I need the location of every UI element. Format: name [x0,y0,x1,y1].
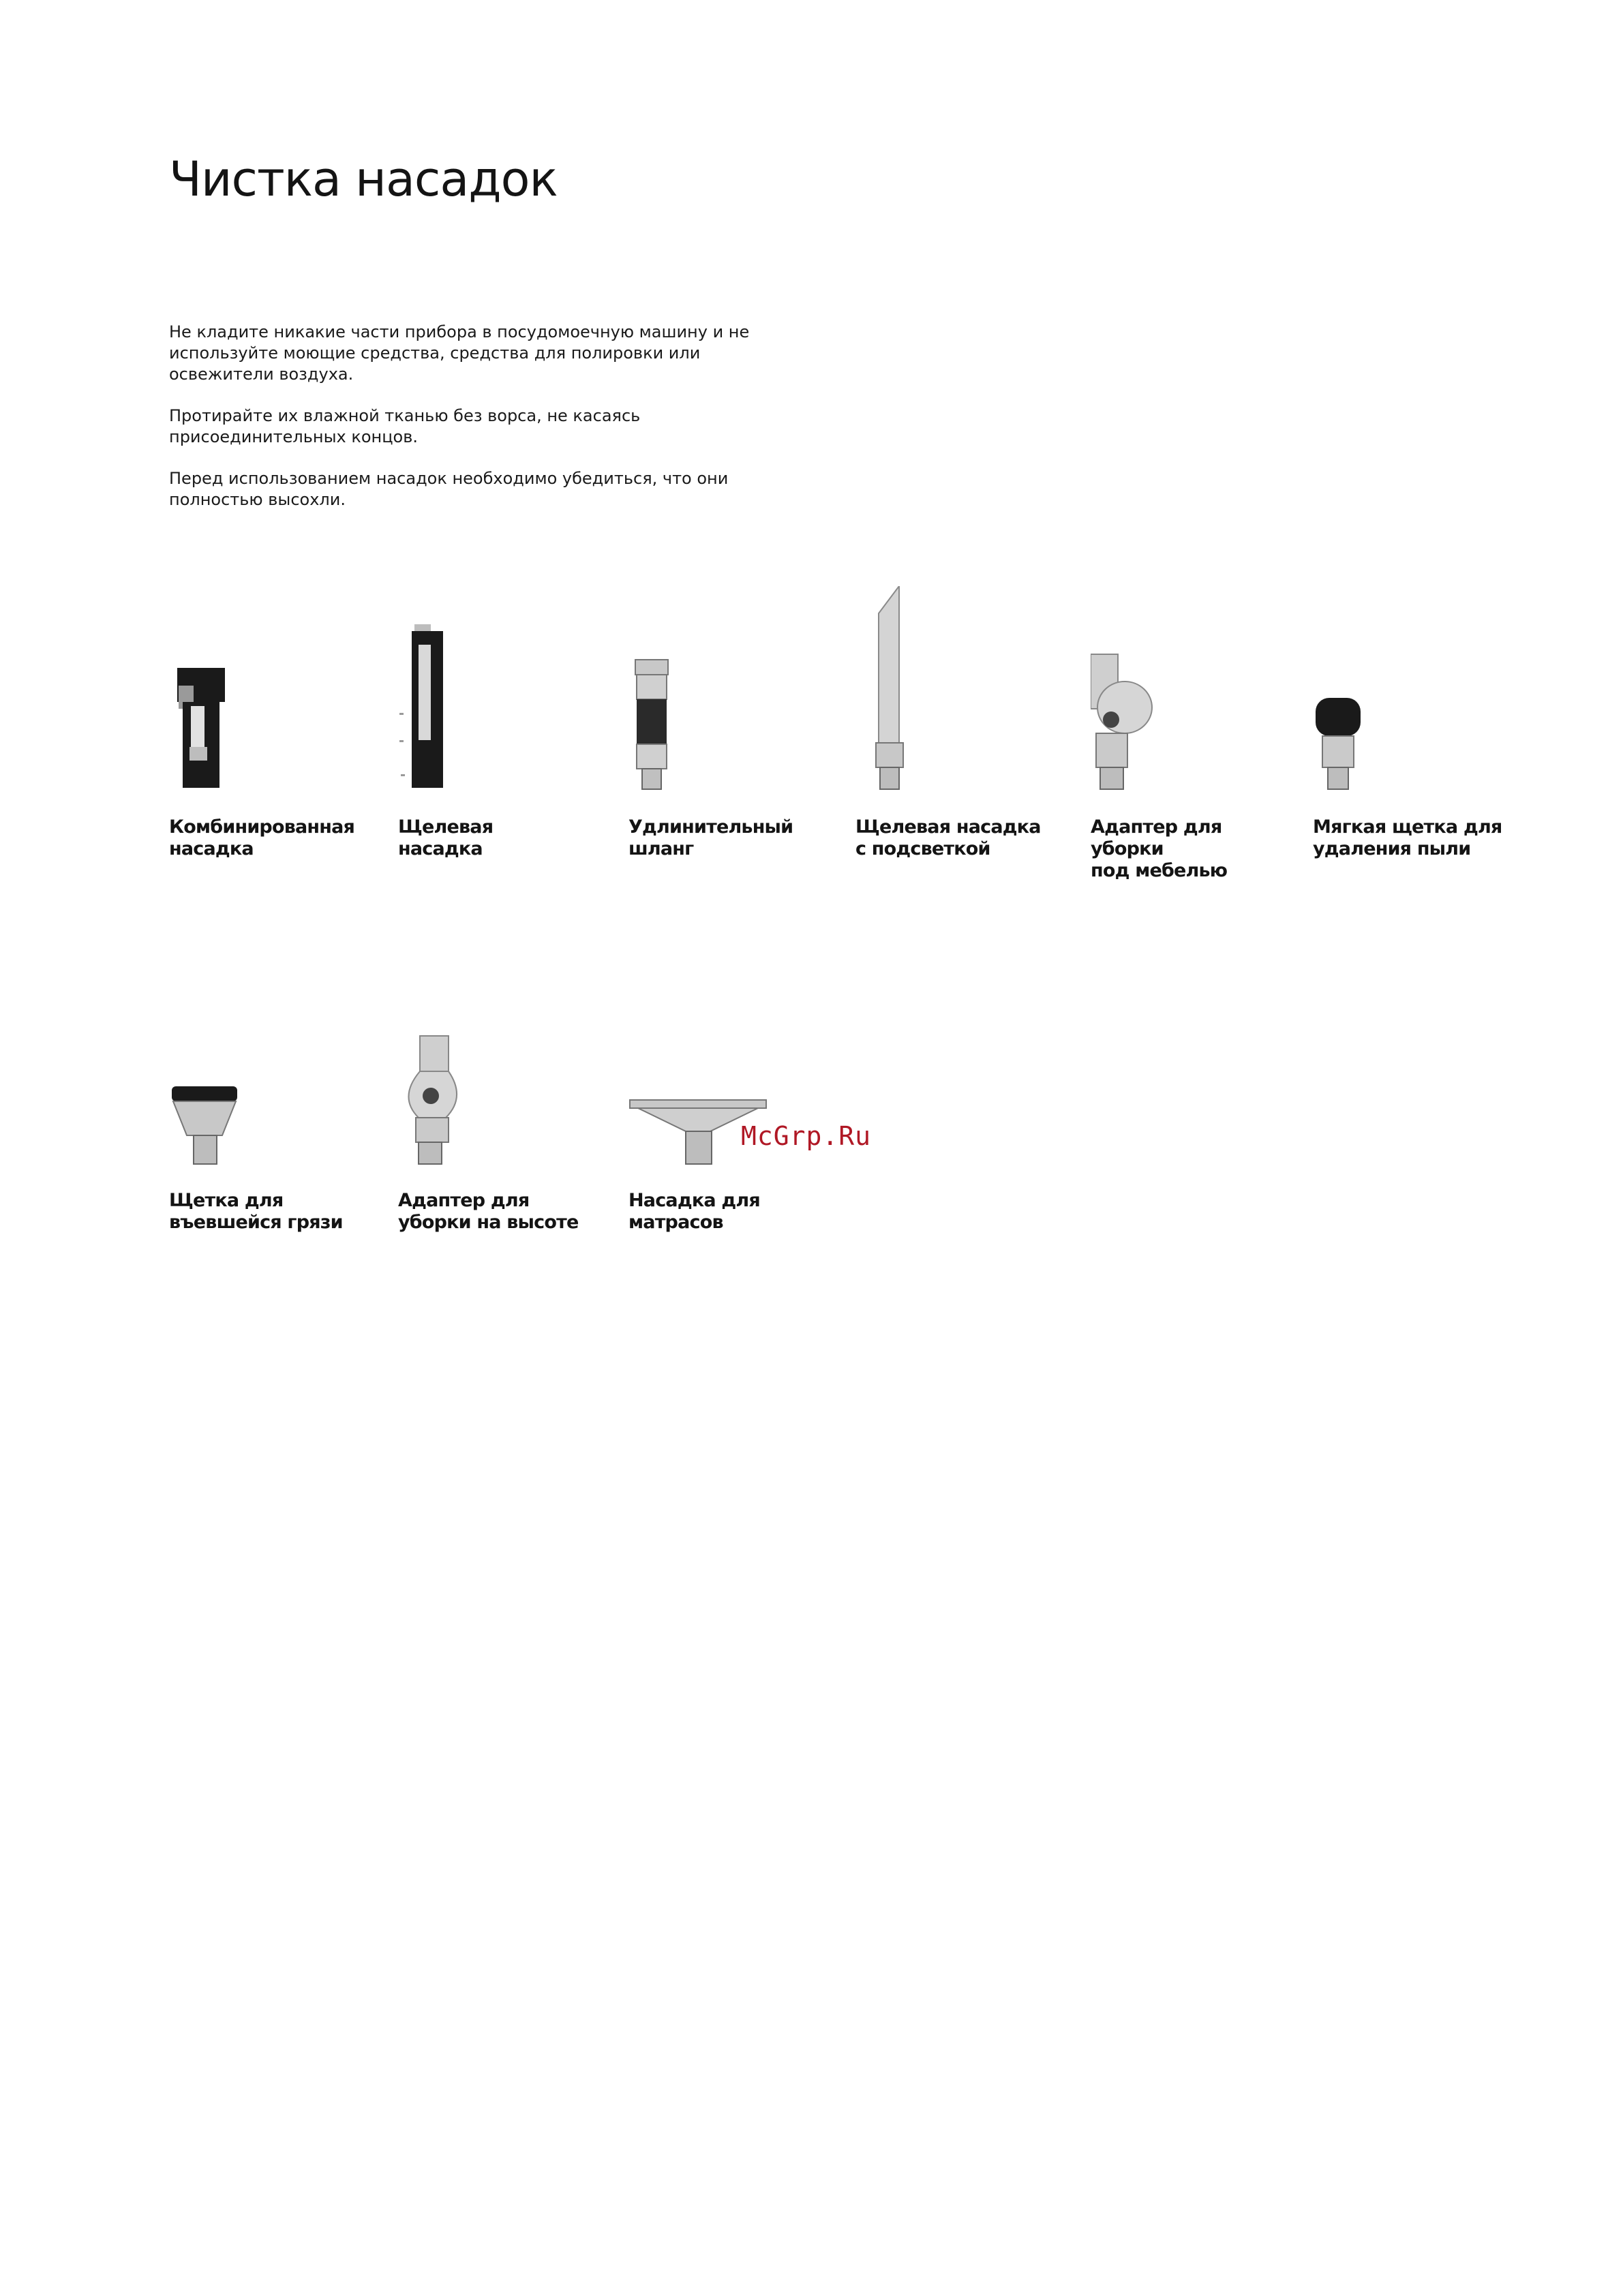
accessory-label: Щетка для въевшейся грязи [169,1190,343,1233]
accessory-soft-dusting-brush [1313,586,1517,872]
instruction-paragraph: Протирайте их влажной тканью без ворса, не касаясь присоединительных концов. [169,406,641,446]
lit-crevice-tool-icon [855,586,924,797]
accessory-label: Адаптер для уборки на высоте [398,1190,579,1233]
accessory-lit-crevice-tool [855,586,1060,872]
accessory-label: Удлинительный шланг [628,816,793,859]
accessory-stubborn-dirt-brush [169,1029,374,1240]
accessory-high-reach-adapter [398,1029,603,1240]
accessory-label: Адаптер для уборки под мебелью [1091,816,1228,881]
extension-hose-icon [628,586,697,797]
instruction-paragraph: Перед использованием насадок необходимо убедиться, что они полностью высохли. [169,469,729,509]
high-reach-adapter-icon [398,1029,480,1172]
accessory-label: Комбинированная насадка [169,816,355,859]
crevice-tool-icon [398,586,466,797]
accessory-label: Щелевая насадка с подсветкой [855,816,1041,859]
accessory-extension-hose [628,586,833,872]
accessory-crevice-tool [398,586,603,872]
accessory-under-furniture-adapter [1091,586,1295,881]
accessory-label: Насадка для матрасов [628,1190,760,1233]
instruction-paragraph: Не кладите никакие части прибора в посудомоечную машину и не используйте моющие средства, средства для полировки или освежители воздуха. [169,322,750,384]
watermark: McGrp.Ru [741,1121,872,1151]
combination-tool-icon [169,586,264,797]
accessory-combination-tool [169,586,374,872]
soft-dusting-brush-icon [1313,586,1381,797]
page-title: Чистка насадок [169,151,558,207]
stubborn-dirt-brush-icon [169,1029,251,1172]
cleaning-instructions [169,322,783,531]
accessory-label: Щелевая насадка [398,816,494,859]
under-furniture-adapter-icon [1091,586,1179,797]
accessory-label: Мягкая щетка для удаления пыли [1313,816,1502,859]
